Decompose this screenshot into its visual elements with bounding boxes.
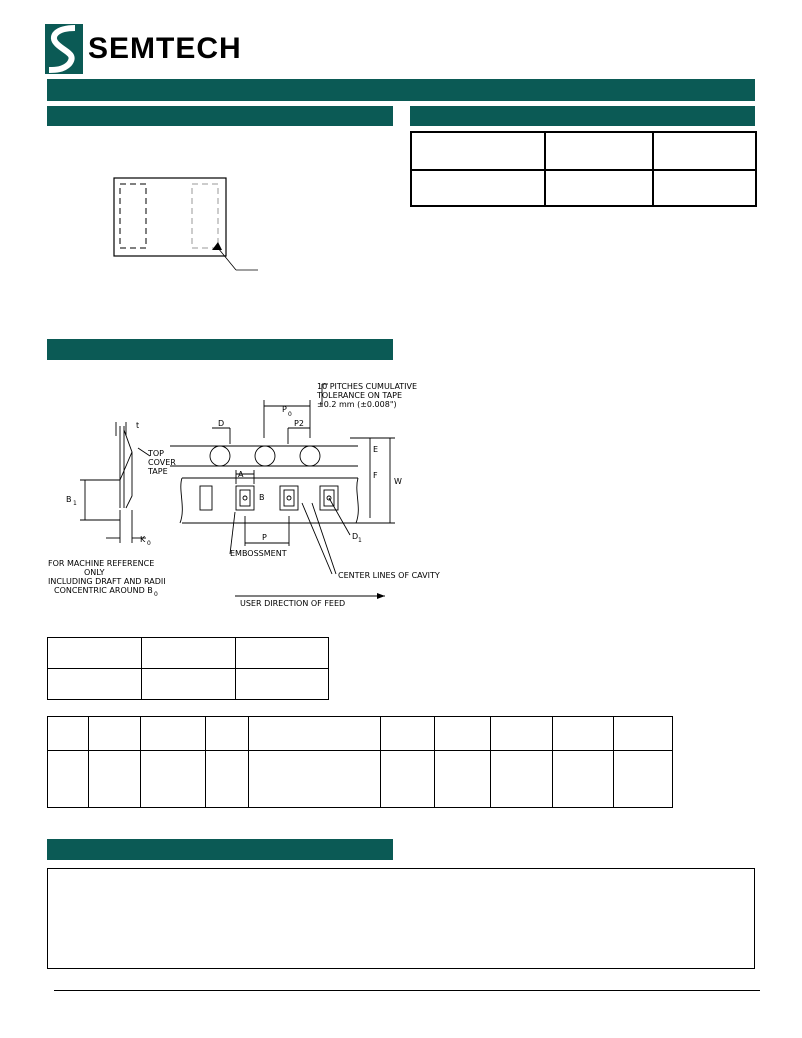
spec-cell	[614, 751, 673, 808]
spec-cell	[89, 751, 141, 808]
label-center-lines: CENTER LINES OF CAVITY	[338, 571, 440, 580]
tape-spec-table-wide	[47, 716, 673, 808]
machine-ref-2: ONLY	[84, 568, 105, 577]
spec-cell	[491, 717, 553, 751]
label-w: W	[394, 477, 402, 486]
label-top-cover-1: TOP	[148, 449, 165, 458]
label-d1: D	[352, 532, 359, 541]
label-d: D	[218, 419, 225, 428]
section-bar-marking	[47, 106, 393, 126]
header-bar	[47, 79, 755, 101]
spec-cell	[553, 717, 614, 751]
spec-cell	[206, 751, 249, 808]
ordering-table	[410, 131, 757, 207]
ordering-cell	[545, 170, 653, 206]
pad-left	[120, 184, 146, 248]
ordering-cell	[653, 132, 756, 170]
spec-cell	[553, 751, 614, 808]
spec-cell	[142, 669, 236, 700]
spec-cell	[48, 638, 142, 669]
label-p0: P	[282, 405, 287, 414]
label-b1: B	[66, 495, 72, 504]
spec-cell	[435, 751, 491, 808]
spec-cell	[206, 717, 249, 751]
pitches-note-1: 10 PITCHES CUMULATIVE	[317, 382, 418, 391]
spec-cell	[141, 717, 206, 751]
label-d1-sub: 1	[358, 537, 362, 544]
pitches-note-3: ±0.2 mm (±0.008")	[317, 400, 397, 409]
marking-diagram	[100, 170, 270, 280]
spec-cell	[48, 717, 89, 751]
label-k0-sub: 0	[147, 540, 151, 547]
spec-cell	[48, 751, 89, 808]
label-p2: P2	[294, 419, 304, 428]
machine-ref-1: FOR MACHINE REFERENCE	[48, 559, 155, 568]
label-p0-sub: 0	[288, 411, 292, 418]
machine-ref-3: INCLUDING DRAFT AND RADII	[48, 577, 166, 586]
label-a0: A	[238, 470, 244, 479]
footer-rule	[54, 990, 760, 991]
label-top-cover-2: COVER	[148, 458, 176, 467]
machine-ref-4-sub: 0	[154, 591, 158, 598]
contact-box	[47, 868, 755, 969]
label-e: E	[373, 445, 379, 454]
tape-spec-table-small	[47, 637, 329, 700]
spec-cell	[142, 638, 236, 669]
spec-cell	[48, 669, 142, 700]
machine-ref-4: CONCENTRIC AROUND B	[54, 586, 153, 595]
ordering-cell	[411, 170, 545, 206]
pin1-arrow	[212, 242, 222, 250]
label-f: F	[373, 471, 378, 480]
label-p: P	[262, 533, 267, 542]
ordering-cell	[411, 132, 545, 170]
spec-cell	[249, 717, 381, 751]
pad-right	[192, 184, 218, 248]
pitches-note-2: TOLERANCE ON TAPE	[317, 391, 403, 400]
brand-name: SEMTECH	[88, 32, 242, 65]
section-bar-ordering	[410, 106, 755, 126]
package-outline	[114, 178, 226, 256]
ordering-cell	[653, 170, 756, 206]
label-b0: B	[259, 493, 265, 502]
spec-cell	[236, 638, 329, 669]
tape-diagram	[40, 378, 460, 613]
spec-cell	[141, 751, 206, 808]
label-top-cover-3: TAPE	[148, 467, 168, 476]
ordering-cell	[545, 132, 653, 170]
spec-cell	[381, 717, 435, 751]
label-embossment: EMBOSSMENT	[230, 549, 287, 558]
spec-cell	[236, 669, 329, 700]
spec-cell	[249, 751, 381, 808]
label-t: t	[136, 421, 140, 430]
label-b1-sub: 1	[73, 500, 77, 507]
spec-cell	[491, 751, 553, 808]
section-bar-tape-reel	[47, 339, 393, 360]
spec-cell	[614, 717, 673, 751]
section-bar-contact	[47, 839, 393, 860]
spec-cell	[435, 717, 491, 751]
spec-cell	[89, 717, 141, 751]
label-feed: USER DIRECTION OF FEED	[240, 599, 346, 608]
spec-cell	[381, 751, 435, 808]
semtech-s-logo-icon	[45, 24, 83, 74]
label-k0: K	[140, 535, 146, 544]
